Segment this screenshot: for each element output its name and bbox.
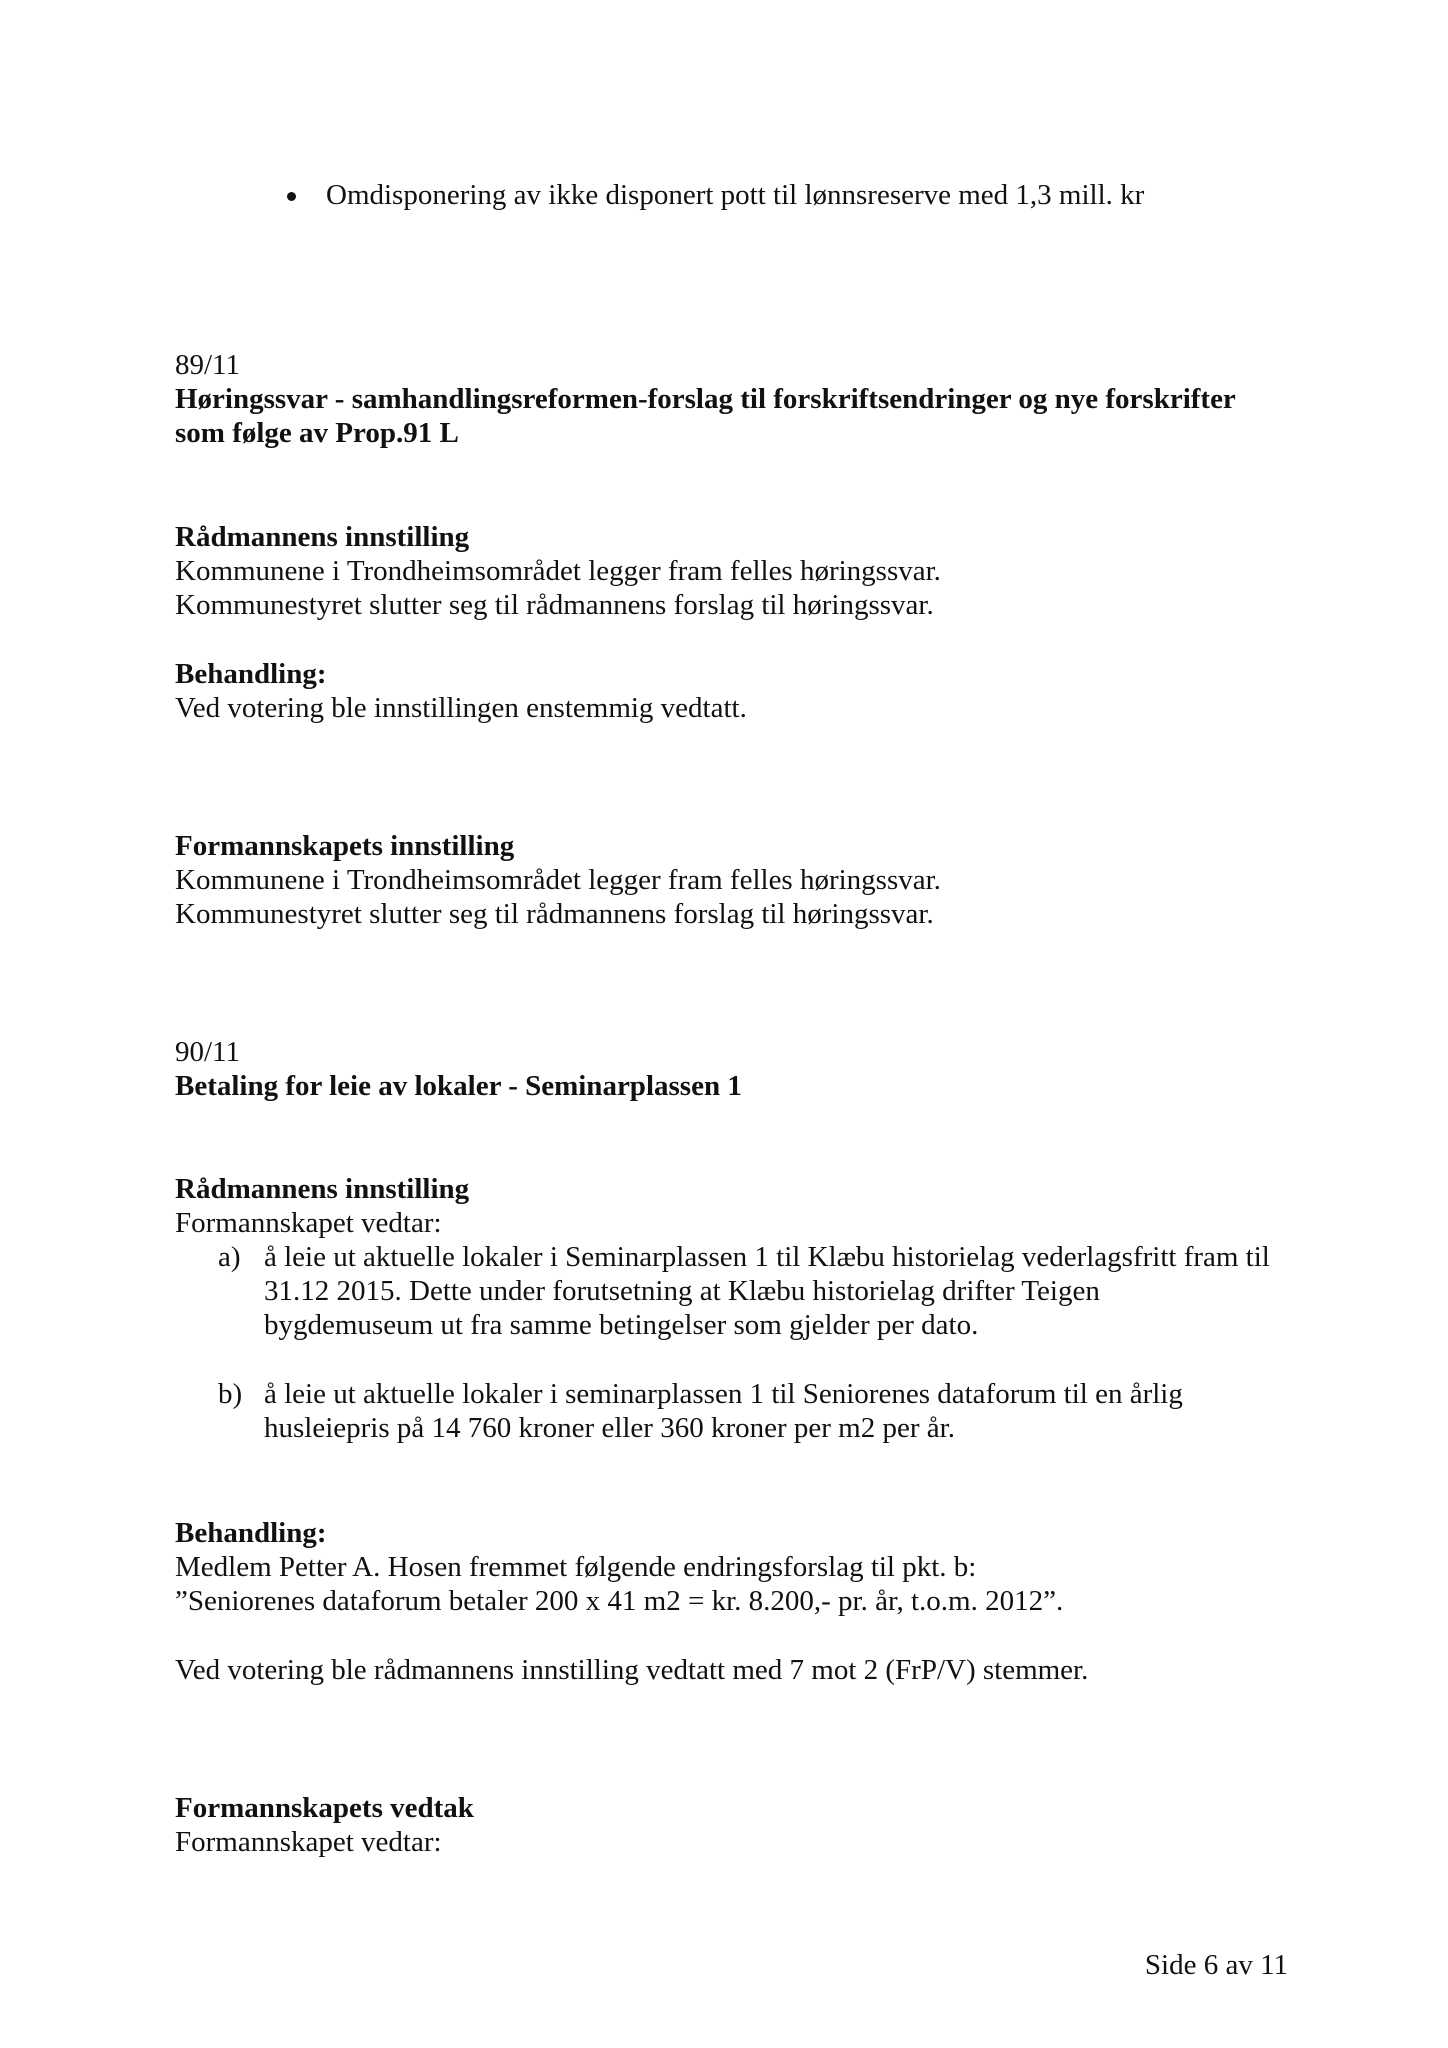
bullet-item-text: Omdisponering av ikke disponert pott til lønnsreserve med 1,3 mill. kr bbox=[326, 179, 1145, 211]
list-item-b bbox=[218, 1377, 1308, 1445]
list-marker-a: a) bbox=[218, 1241, 241, 1273]
list-b-line-2: husleiepris på 14 760 kroner eller 360 kroner per m2 per år. bbox=[264, 1412, 955, 1444]
list-a-line-1: å leie ut aktuelle lokaler i Seminarplassen 1 til Klæbu historielag vederlagsfritt fram til bbox=[264, 1241, 1270, 1273]
case-90-radmann-intro: Formannskapet vedtar: bbox=[175, 1207, 442, 1239]
list-marker-b: b) bbox=[218, 1378, 243, 1410]
list-b-line-1: å leie ut aktuelle lokaler i seminarplassen 1 til Seniorenes dataforum til en årlig bbox=[264, 1378, 1183, 1410]
page-number: Side 6 av 11 bbox=[1144, 1949, 1288, 1981]
list-a-line-2: 31.12 2015. Dette under forutsetning at Klæbu historielag drifter Teigen bbox=[264, 1275, 1100, 1307]
case-90-title: Betaling for leie av lokaler - Seminarplassen 1 bbox=[175, 1070, 742, 1102]
case-90-votering: Ved votering ble rådmannens innstilling vedtatt med 7 mot 2 (FrP/V) stemmer. bbox=[175, 1654, 1089, 1686]
case-89-radmann-text bbox=[175, 554, 1295, 622]
list-text-b bbox=[264, 1377, 1314, 1445]
case-90-vedtak-heading: Formannskapets vedtak bbox=[175, 1792, 474, 1824]
case-90-behandling-line-1: Medlem Petter A. Hosen fremmet følgende endringsforslag til pkt. b: bbox=[175, 1551, 977, 1583]
case-90-behandling-heading: Behandling: bbox=[175, 1517, 327, 1549]
case-89-title-line-1: Høringssvar - samhandlingsreformen-forslag til forskriftsendringer og nye forskrifter bbox=[175, 383, 1236, 415]
case-90-radmann-heading: Rådmannens innstilling bbox=[175, 1173, 470, 1205]
case-89-behandling-heading: Behandling: bbox=[175, 658, 327, 690]
bullet-icon bbox=[287, 192, 296, 201]
case-90-behandling-text bbox=[175, 1550, 1295, 1618]
case-89-behandling-text: Ved votering ble innstillingen enstemmig vedtatt. bbox=[175, 692, 747, 724]
list-a-line-3: bygdemuseum ut fra samme betingelser som gjelder per dato. bbox=[264, 1309, 979, 1341]
case-89-number: 89/11 bbox=[175, 349, 240, 381]
case-89-radmann-line-2: Kommunestyret slutter seg til rådmannens forslag til høringssvar. bbox=[175, 589, 934, 621]
list-text-a bbox=[264, 1240, 1314, 1342]
case-89-radmann-heading: Rådmannens innstilling bbox=[175, 521, 470, 553]
case-89-radmann-line-1: Kommunene i Trondheimsområdet legger fram felles høringssvar. bbox=[175, 555, 941, 587]
case-90-behandling-line-2: ”Seniorenes dataforum betaler 200 x 41 m2 = kr. 8.200,- pr. år, t.o.m. 2012”. bbox=[175, 1585, 1064, 1617]
case-89-formannskap-line-1: Kommunene i Trondheimsområdet legger fram felles høringssvar. bbox=[175, 864, 941, 896]
case-90-vedtak-intro: Formannskapet vedtar: bbox=[175, 1826, 442, 1858]
case-89-formannskap-text bbox=[175, 863, 1295, 931]
case-89-formannskap-line-2: Kommunestyret slutter seg til rådmannens forslag til høringssvar. bbox=[175, 898, 934, 930]
case-90-number: 90/11 bbox=[175, 1036, 240, 1068]
case-89-title-line-2: som følge av Prop.91 L bbox=[175, 417, 459, 449]
case-89-title bbox=[175, 382, 1295, 450]
list-item-a bbox=[218, 1240, 1308, 1342]
case-89-formannskap-heading: Formannskapets innstilling bbox=[175, 830, 515, 862]
